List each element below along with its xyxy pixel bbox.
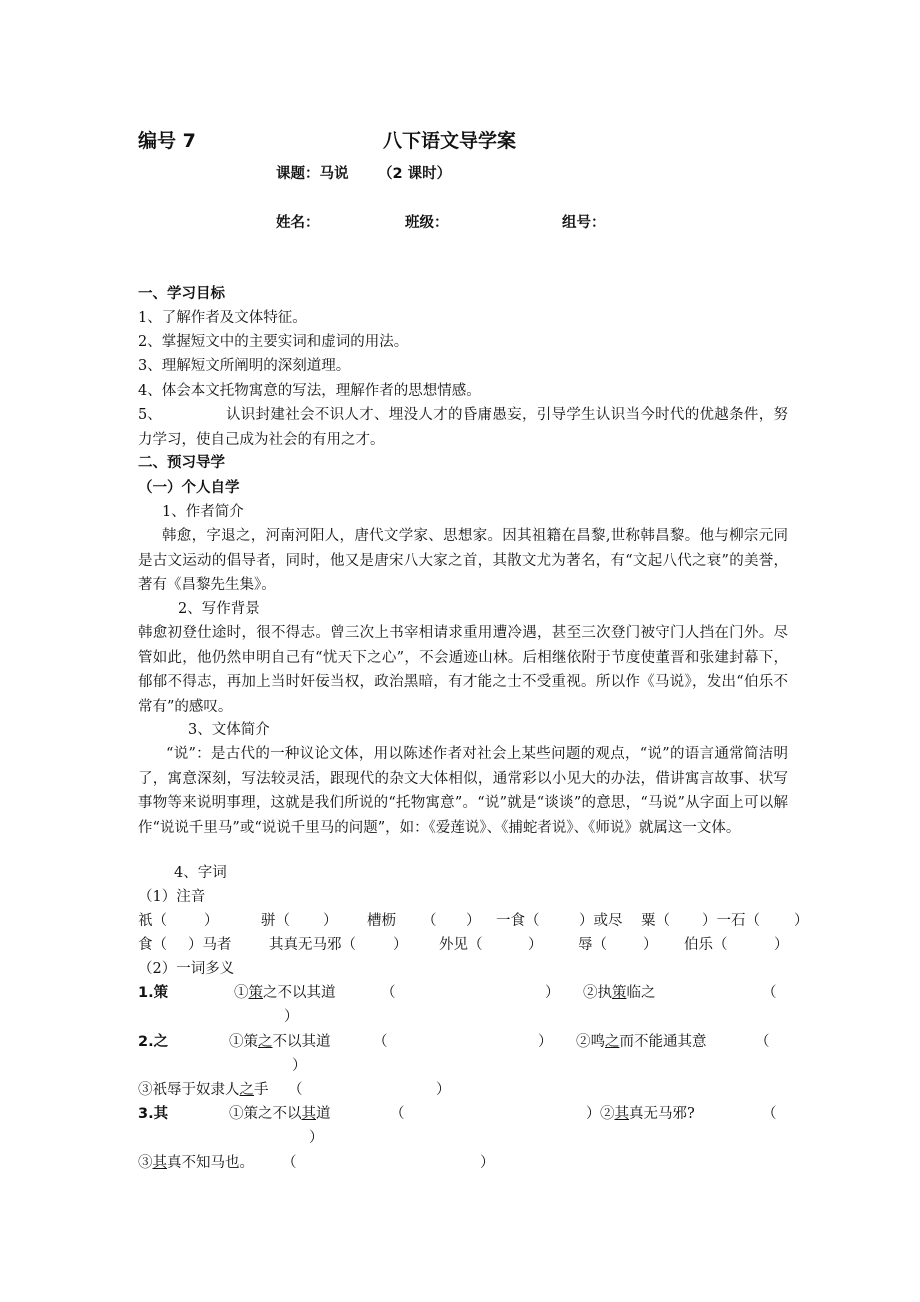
section-heading-objectives: 一、学习目标 xyxy=(138,286,225,302)
words-title: 4、字词 xyxy=(174,865,227,881)
polysemy-example: ③其真不知马也。 xyxy=(138,1155,254,1171)
pinyin-blank[interactable]: ）一石（ xyxy=(702,913,760,929)
objective-item-5-number: 5、 xyxy=(138,407,162,423)
answer-blank-open[interactable]: （ xyxy=(762,985,777,1001)
key-word: 之 xyxy=(605,1034,620,1050)
lesson-hours: （2 课时） xyxy=(378,166,452,182)
polysemy-example: ①策之不以其道 xyxy=(229,1034,331,1050)
key-word: 之 xyxy=(239,1082,254,1098)
pinyin-blank[interactable]: 外见（ xyxy=(439,937,483,953)
author-intro-text: 韩愈，字退之，河南河阳人，唐代文学家、思想家。因其祖籍在昌黎,世称韩昌黎。他与柳宗元同是古文运动的倡导者，同时，他又是唐宋八大家之首，其散文尤为著名，有“文起八代之衰”的美誉，著有《昌黎先生集》。 xyxy=(138,528,788,593)
objective-item: 4、体会本文托物寓意的写法，理解作者的思想情感。 xyxy=(138,383,481,399)
pinyin-word: 槽枥 xyxy=(367,913,396,929)
key-word: 策 xyxy=(612,985,627,1001)
answer-blank-close: ） xyxy=(436,1082,451,1098)
objective-item: 3、理解短文所阐明的深刻道理。 xyxy=(138,358,351,374)
pinyin-blank[interactable]: 辱（ xyxy=(578,937,607,953)
section-heading-preview: 二、预习导学 xyxy=(138,455,225,471)
answer-blank-close: ） xyxy=(309,1130,324,1146)
answer-blank-open[interactable]: （ xyxy=(373,1034,388,1050)
pinyin-title: （1）注音 xyxy=(138,889,206,905)
pinyin-blank[interactable]: （ xyxy=(422,913,437,929)
subsection-self-study: （一）个人自学 xyxy=(138,479,240,496)
answer-blank-open[interactable]: （ xyxy=(390,1106,405,1122)
background-title: 2、写作背景 xyxy=(178,601,260,617)
objective-item: 2、掌握短文中的主要实词和虚词的用法。 xyxy=(138,334,409,350)
pinyin-blank[interactable]: 食（ xyxy=(138,937,167,953)
key-word: 其 xyxy=(301,1106,316,1122)
polysemy-example: ③祇辱于奴隶人之手 xyxy=(138,1082,269,1098)
page-title: 八下语文导学案 xyxy=(383,130,517,152)
pinyin-blank[interactable]: 祇（ xyxy=(138,913,167,929)
polysemy-example: ①策之不以其道 xyxy=(234,985,336,1001)
pinyin-blank[interactable]: 其真无马邪（ xyxy=(269,937,356,953)
pinyin-blank[interactable]: 骈（ xyxy=(261,913,290,929)
document-number: 编号 7 xyxy=(138,130,196,152)
group-label: 组号： xyxy=(562,215,606,231)
background-text: 韩愈初登仕途时，很不得志。曾三次上书宰相请求重用遭冷遇，甚至三次登门被守门人挡在门外。尽管如此，他仍然申明自己有“忧天下之心”，不会遁迹山林。后相继依附于节度使董晋和张建封幕下，郁郁不得志，再加上当时奸佞当权，政治黑暗，有才能之士不受重视。所以作《马说》，发出“伯乐不常有”的感叹。 xyxy=(138,625,788,715)
key-word: 之 xyxy=(258,1034,273,1050)
answer-blank-close: ） xyxy=(480,1155,495,1171)
pinyin-blank-close: ） xyxy=(323,913,338,929)
author-intro-title: 1、作者简介 xyxy=(162,504,244,520)
answer-blank-close: ） xyxy=(538,1034,553,1050)
polysemy-example: ②其真无马邪? xyxy=(600,1106,695,1122)
polysemy-example: ①策之不以其道 xyxy=(229,1106,331,1122)
pinyin-blank-close: ）或尽 xyxy=(579,913,623,929)
answer-blank-open[interactable]: （ xyxy=(762,1106,777,1122)
pinyin-blank-close: ）马者 xyxy=(188,937,232,953)
key-word: 其 xyxy=(152,1155,167,1171)
class-label: 班级： xyxy=(405,215,449,231)
pinyin-blank-close: ） xyxy=(204,913,219,929)
lesson-topic: 课题：马说 xyxy=(276,166,349,182)
polysemy-title: （2）一词多义 xyxy=(138,961,235,977)
pinyin-blank-close: ） xyxy=(528,937,543,953)
answer-blank-open[interactable]: （ xyxy=(288,1082,303,1098)
answer-blank-close: ） xyxy=(586,1106,601,1122)
objective-item-5-text: 认识封建社会不识人才、埋没人才的昏庸愚妄，引导学生认识当今时代的优越条件，努力学习，使自己成为社会的有用之才。 xyxy=(138,407,788,448)
genre-text: “说”：是古代的一种议论文体，用以陈述作者对社会上某些问题的观点，“说”的语言通常简洁明了，寓意深刻，写法较灵活，跟现代的杂文大体相似，通常彩以小见大的办法，借讲寓言故事、状写事物等来说明事理，这就是我们所说的“托物寓意”。“说”就是“谈谈”的意思，“马说”从字面上可以解作“说说千里马”或“说说千里马的问题”，如：《爱莲说》、《捕蛇者说》、《师说》就属这一文体。 xyxy=(138,746,788,836)
answer-blank-open[interactable]: （ xyxy=(282,1155,297,1171)
pinyin-blank-close: ） xyxy=(774,937,789,953)
polysemy-example: ②执策临之 xyxy=(583,985,656,1001)
answer-blank-open[interactable]: （ xyxy=(755,1034,770,1050)
pinyin-blank-close: ） xyxy=(466,913,481,929)
polysemy-example: ②鸣之而不能通其意 xyxy=(576,1034,707,1050)
pinyin-blank-close: ） xyxy=(643,937,658,953)
answer-blank-close: ） xyxy=(292,1058,307,1074)
pinyin-blank[interactable]: 伯乐（ xyxy=(684,937,728,953)
key-word: 其 xyxy=(614,1106,629,1122)
answer-blank-open[interactable]: （ xyxy=(381,985,396,1001)
polysemy-word: 3.其 xyxy=(138,1106,169,1122)
polysemy-word: 1.策 xyxy=(138,985,169,1001)
pinyin-blank[interactable]: 粟（ xyxy=(641,913,670,929)
answer-blank-close: ） xyxy=(545,985,560,1001)
objective-item: 1、了解作者及文体特征。 xyxy=(138,310,307,326)
pinyin-blank[interactable]: 一食（ xyxy=(496,913,540,929)
genre-title: 3、文体简介 xyxy=(188,722,270,738)
key-word: 策 xyxy=(248,985,263,1001)
pinyin-blank-close: ） xyxy=(393,937,408,953)
polysemy-word: 2.之 xyxy=(138,1034,169,1050)
answer-blank-close: ） xyxy=(284,1009,299,1025)
name-label: 姓名： xyxy=(276,215,320,231)
pinyin-blank-close: ） xyxy=(794,913,809,929)
